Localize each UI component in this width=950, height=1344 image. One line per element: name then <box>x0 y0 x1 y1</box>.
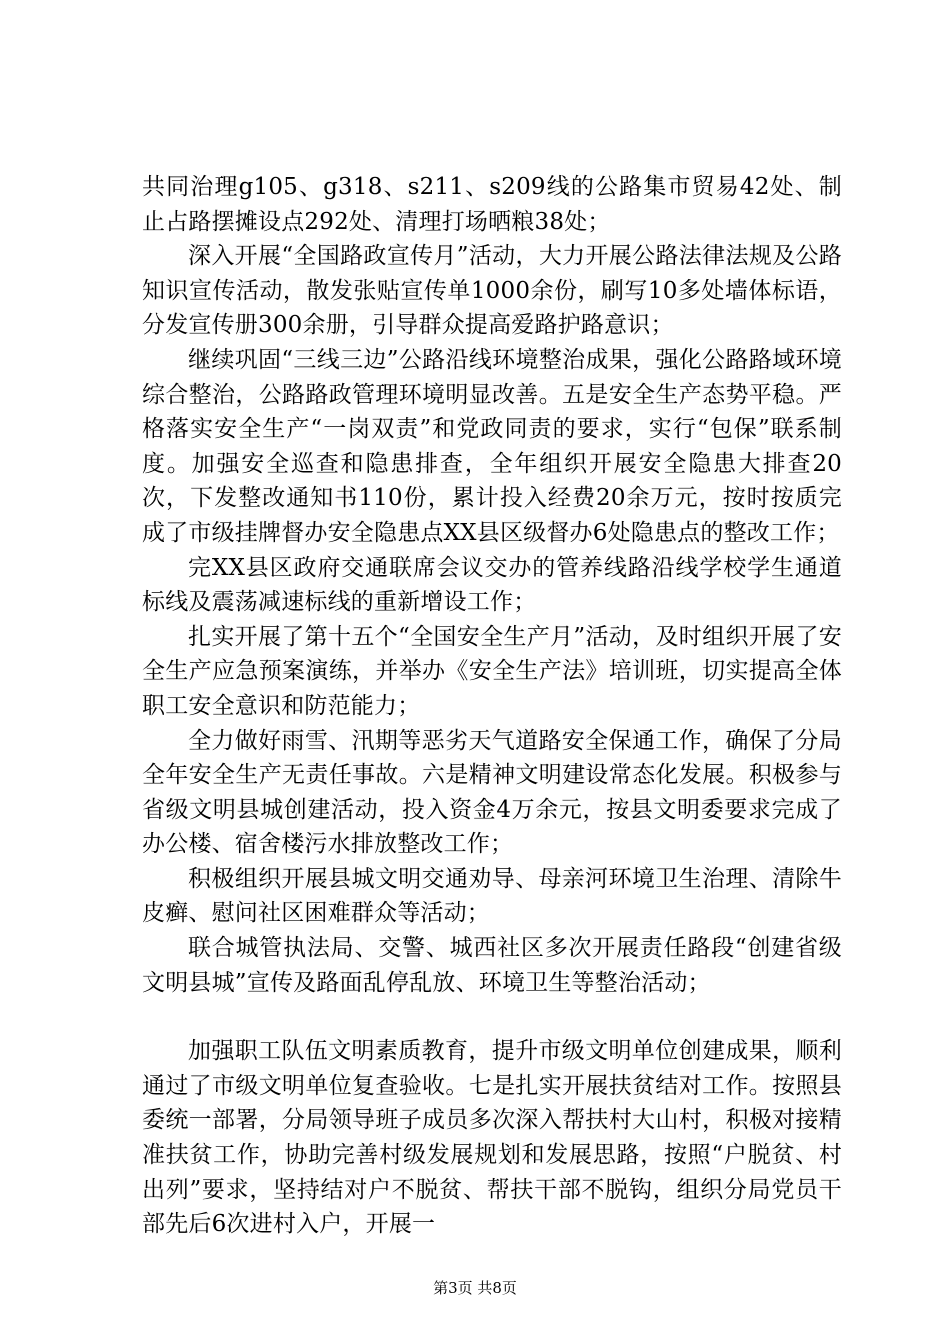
page-footer: 第3页 共8页 <box>433 1279 517 1297</box>
document-body <box>142 170 842 1242</box>
paragraph: 联合城管执法局、交警、城西社区多次开展责任路段“创建省级文明县城”宣传及路面乱停乱放、环境卫生等整治活动； <box>142 935 842 996</box>
paragraph: 完XX县区政府交通联席会议交办的管养线路沿线学校学生通道标线及震荡减速标线的重新增设工作； <box>142 554 842 616</box>
paragraph: 共同治理g105、g318、s211、s209线的公路集市贸易42处、制止占路摆摊设点292处、清理打场晒粮38处； <box>142 174 842 235</box>
paragraph: 继续巩固“三线三边”公路沿线环境整治成果，强化公路路域环境综合整治，公路路政管理环境明显改善。五是安全生产态势平稳。严格落实安全生产“一岗双责”和党政同责的要求，实行“包保”联系制度。加强安全巡查和隐患排查，全年组织开展安全隐患大排查20次，下发整改通知书110份，累计投入经费20余万元，按时按质完成了市级挂牌督办安全隐患点XX县区级督办6处隐患点的整改工作； <box>142 346 842 546</box>
paragraph: 加强职工队伍文明素质教育，提升市级文明单位创建成果，顺利通过了市级文明单位复查验收。七是扎实开展扶贫结对工作。按照县委统一部署，分局领导班子成员多次深入帮扶村大山村，积极对接精准扶贫工作，协助完善村级发展规划和发展思路，按照“户脱贫、村出列”要求，坚持结对户不脱贫、帮扶干部不脱钩，组织分局党员干部先后6次进村入户，开展一 <box>142 1038 842 1238</box>
paragraph: 全力做好雨雪、汛期等恶劣天气道路安全保通工作，确保了分局全年安全生产无责任事故。六是精神文明建设常态化发展。积极参与省级文明县城创建活动，投入资金4万余元，按县文明委要求完成了办公楼、宿舍楼污水排放整改工作； <box>142 727 842 858</box>
paragraph-gap <box>142 1000 842 1034</box>
paragraph: 积极组织开展县城文明交通劝导、母亲河环境卫生治理、清除牛皮癣、慰问社区困难群众等活动； <box>142 865 842 927</box>
paragraph: 深入开展“全国路政宣传月”活动，大力开展公路法律法规及公路知识宣传活动，散发张贴宣传单1000余份，刷写10多处墙体标语，分发宣传册300余册，引导群众提高爱路护路意识； <box>142 243 842 339</box>
paragraph: 扎实开展了第十五个“全国安全生产月”活动，及时组织开展了安全生产应急预案演练，并举办《安全生产法》培训班，切实提高全体职工安全意识和防范能力； <box>142 623 842 719</box>
